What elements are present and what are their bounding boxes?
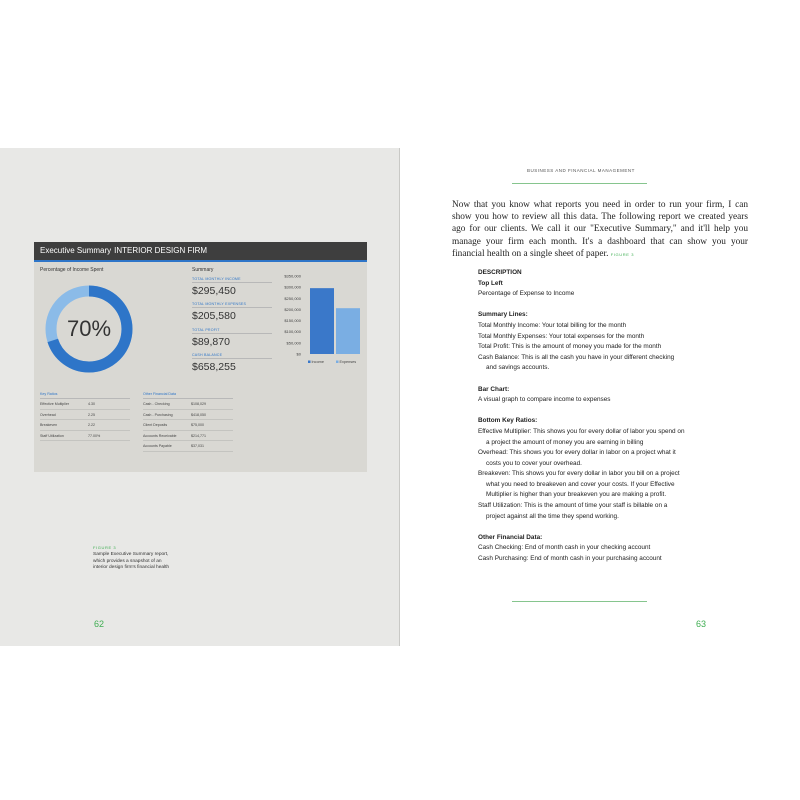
ratio-name: Staff Utilization — [40, 433, 64, 438]
ratio-value: 2.22 — [88, 423, 95, 427]
list-item: a project the amount of money you are earning in billing — [486, 438, 644, 446]
list-item: Cash Checking: End of month cash in your checking account — [478, 544, 651, 552]
left-page — [0, 148, 400, 646]
ratio-name: Effective Multiplier — [40, 402, 70, 406]
table-row — [143, 420, 233, 431]
summary-label: CASH BALANCE — [192, 353, 272, 359]
figure-caption — [93, 545, 173, 572]
list-item: Total Profit: This is the amount of money you made for the month — [478, 343, 662, 351]
financial-value: $75,000 — [191, 423, 204, 427]
summary-label: TOTAL PROFIT — [192, 328, 272, 334]
financial-value: $214,771 — [191, 433, 206, 438]
summary-title: Summary — [192, 267, 214, 273]
top-left-heading: Top Left — [478, 279, 503, 287]
executive-summary-dashboard — [34, 242, 367, 472]
list-item: Total Monthly Income: Your total billing for the month — [478, 321, 627, 329]
y-tick-label: $250,000 — [284, 295, 301, 301]
financial-name: Client Deposits — [143, 423, 168, 427]
summary-lines-heading: Summary Lines: — [478, 311, 528, 319]
financial-name: Cash - Checking — [143, 402, 170, 406]
y-tick-label: $100,000 — [284, 329, 301, 335]
income-expenses-bar-chart — [274, 272, 366, 370]
list-item: costs you to cover your overhead. — [486, 459, 582, 467]
spacer — [478, 300, 748, 311]
list-item: project against all the time they spend working. — [486, 512, 619, 520]
ratio-value: 2.25 — [88, 412, 95, 417]
spacer — [478, 374, 748, 385]
summary-income — [192, 277, 272, 297]
table-row — [40, 399, 130, 410]
list-item: Overhead: This shows you for every dollar in labor on a project what it — [478, 449, 676, 457]
spacer — [478, 406, 748, 417]
y-tick-label: $300,000 — [284, 284, 301, 290]
bar-expenses — [336, 308, 360, 354]
table-row — [143, 410, 233, 421]
bottom-divider — [512, 601, 647, 602]
running-head: BUSINESS AND FINANCIAL MANAGEMENT — [527, 168, 635, 173]
y-tick-label: $150,000 — [284, 318, 301, 324]
figure-reference: FIGURE 3 — [610, 251, 635, 257]
legend-swatch — [336, 361, 339, 364]
right-page — [400, 148, 800, 646]
book-spread — [0, 148, 800, 646]
summary-label: TOTAL MONTHLY EXPENSES — [192, 302, 272, 308]
page-number-right: 63 — [696, 619, 707, 629]
ratio-value: 77.00% — [88, 433, 101, 438]
table-row — [143, 431, 233, 442]
description-heading: DESCRIPTION — [478, 269, 522, 276]
description-list — [478, 268, 748, 565]
ratio-name: Breakeven — [40, 423, 58, 427]
top-left-text: Percentage of Expense to Income — [478, 290, 575, 298]
summary-value: $658,255 — [192, 361, 236, 373]
list-item: Effective Multiplier: This shows you for every dollar of labor you spend on — [478, 427, 685, 435]
table-row — [143, 441, 233, 452]
list-item: Total Monthly Expenses: Your total expenses for the month — [478, 332, 645, 340]
top-divider — [512, 183, 647, 184]
key-ratios-heading: Bottom Key Ratios: — [478, 417, 538, 425]
page-number-left: 62 — [94, 619, 105, 629]
percentage-value: 70% — [66, 316, 112, 341]
table-row — [40, 431, 130, 442]
list-item: Breakeven: This shows you for every dollar in labor you bill on a project — [478, 470, 680, 478]
list-item: Staff Utilization: This is the amount of time your staff is billable on a — [478, 502, 668, 510]
caption-text: Sample Executive Summary report, which provides a snapshot of an interior design firm's financial health — [93, 551, 170, 571]
dashboard-header — [34, 242, 367, 262]
intro-text: Now that you know what reports you need in order to run your firm, I can show you how to review all this data. The following report we created years ago for our clients. We call it our "Executive Summary," and it'll help you manage your firm each month. It's a dashboard that can show you your financial health on a single sheet of paper. — [452, 200, 748, 259]
summary-expenses — [192, 302, 272, 322]
financial-name: Accounts Receivable — [143, 433, 177, 438]
intro-paragraph — [452, 199, 748, 261]
y-tick-label: $350,000 — [284, 273, 301, 279]
table-row — [143, 399, 233, 410]
key-ratios-title: Key Ratios — [40, 392, 130, 399]
bar-chart-text: A visual graph to compare income to expenses — [478, 396, 611, 404]
y-tick-label: $50,000 — [286, 340, 301, 346]
bar-income — [310, 288, 334, 354]
summary-value: $205,580 — [192, 310, 236, 322]
financial-value: $108,029 — [191, 402, 206, 406]
legend-label: Expenses — [339, 360, 357, 364]
caption-figure-label: FIGURE 3 — [93, 545, 117, 550]
ratio-value: 4.30 — [88, 402, 95, 406]
other-financial-heading: Other Financial Data: — [478, 533, 543, 541]
list-item: and savings accounts. — [486, 364, 550, 372]
table-row — [40, 420, 130, 431]
dashboard-title: Executive Summary — [40, 246, 112, 255]
financial-name: Accounts Payable — [143, 444, 172, 448]
list-item: what you need to breakeven and cover your costs. If your Effective — [486, 480, 675, 488]
legend-swatch — [308, 361, 311, 364]
other-financial-title: Other Financial Data — [143, 392, 233, 399]
bar-chart-heading: Bar Chart: — [478, 385, 510, 393]
y-tick-label: $200,000 — [284, 306, 301, 312]
financial-value: $37,031 — [191, 444, 204, 448]
financial-name: Cash - Purchasing — [143, 412, 173, 417]
list-item: Multiplier is higher than your breakeven you are making a profit. — [486, 491, 667, 499]
ratio-name: Overhead — [40, 412, 56, 417]
spacer — [478, 522, 748, 533]
summary-value: $89,870 — [192, 336, 230, 348]
summary-profit — [192, 328, 272, 348]
key-ratios-table — [40, 392, 130, 441]
summary-cash-balance — [192, 353, 272, 373]
other-financial-table — [143, 392, 233, 452]
list-item: Cash Balance: This is all the cash you have in your different checking — [478, 353, 675, 361]
summary-label: TOTAL MONTHLY INCOME — [192, 277, 272, 283]
financial-value: $418,050 — [191, 412, 206, 417]
y-tick-label: $0 — [296, 351, 301, 357]
table-row — [40, 410, 130, 421]
legend-label: Income — [311, 360, 324, 364]
dashboard-firm-name: INTERIOR DESIGN FIRM — [114, 246, 208, 255]
summary-value: $295,450 — [192, 285, 236, 297]
percentage-label: Percentage of Income Spent — [40, 267, 104, 273]
list-item: Cash Purchasing: End of month cash in your purchasing account — [478, 555, 662, 563]
